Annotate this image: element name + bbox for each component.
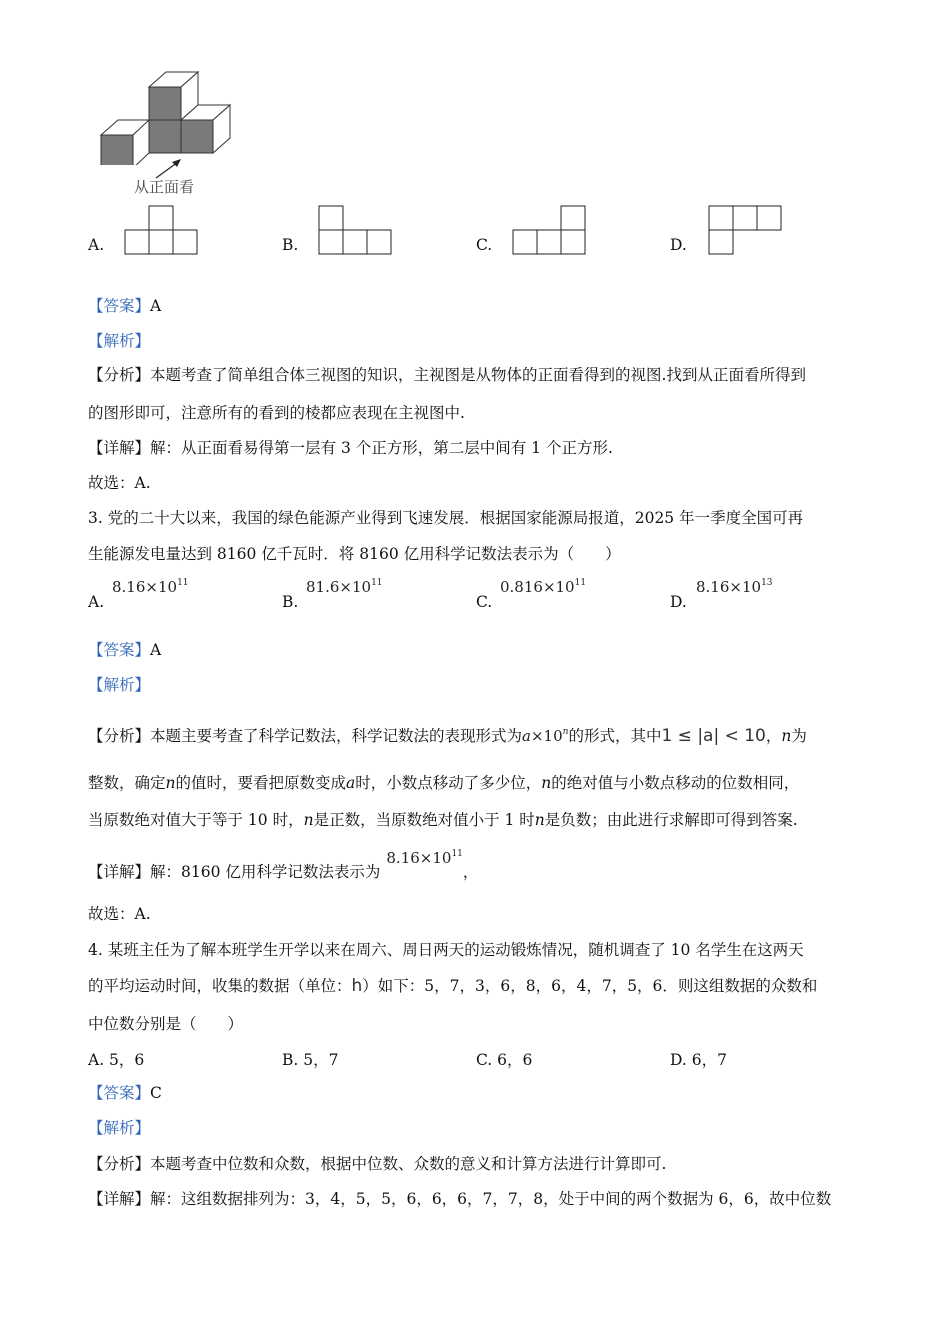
q4-option-b: B. 5，7	[282, 1051, 339, 1069]
q2-analysis-tag: 【解析】	[88, 332, 151, 350]
q3-choose: 故选：A.	[88, 905, 151, 923]
q4-answer: 【答案】C	[88, 1084, 162, 1102]
q3-fenxi-line-1: 【分析】本题主要考查了科学记数法，科学记数法的表现形式为$a\times 10^n$的形式，其中1 ≤ |a| < 10，n为	[88, 726, 807, 746]
fig-option-c-shape	[512, 205, 588, 255]
q4-option-a: A. 5，6	[88, 1051, 145, 1069]
answer-tag: 【答案】	[88, 297, 151, 315]
q3-option-a-value: $8.16\times 10^{11}$	[112, 578, 189, 596]
fig-option-c-label: C.	[476, 236, 493, 254]
q3-option-b-label: B.	[282, 593, 299, 611]
fig-option-a-label: A.	[88, 236, 105, 254]
q3-answer: 【答案】A	[88, 641, 162, 659]
cube-stack-figure	[95, 70, 245, 165]
q3-option-a-label: A.	[88, 593, 105, 611]
q3-option-b-value: $81.6\times 10^{11}$	[306, 578, 383, 596]
q4-detail: 【详解】解：这组数据排列为：3，4，5，5，6，6，6，7，7，8，处于中间的两个数据为 6，6，故中位数	[88, 1190, 832, 1208]
q3-fenxi-line-3: 当原数绝对值大于等于 10 时，n是正数，当原数绝对值小于 1 时n是负数；由此进行求解即可得到答案.	[88, 811, 798, 829]
q3-stem-line-2: 生能源发电量达到 8160 亿千瓦时．将 8160 亿用科学记数法表示为（ ）	[88, 545, 621, 563]
answer-value: A	[150, 297, 162, 315]
q3-option-c-label: C.	[476, 593, 493, 611]
q4-fenxi: 【分析】本题考查中位数和众数，根据中位数、众数的意义和计算方法进行计算即可.	[88, 1155, 667, 1173]
fig-option-d-label: D.	[670, 236, 687, 254]
q3-option-d-value: $8.16\times 10^{13}$	[696, 578, 773, 596]
q2-fenxi-line-1: 【分析】本题考查了简单组合体三视图的知识，主视图是从物体的正面看得到的视图.找到从正面看所得到	[88, 366, 806, 384]
q3-stem-line-1: 3. 党的二十大以来，我国的绿色能源产业得到飞速发展．根据国家能源局报道，2025 年一季度全国可再	[88, 509, 804, 527]
q4-stem-line-2: 的平均运动时间，收集的数据（单位：h）如下：5，7，3，6，8，6，4，7，5，6．则这组数据的众数和	[88, 976, 818, 996]
q3-range-formula: 1 ≤ |a| < 10	[661, 726, 766, 746]
q2-answer	[88, 296, 161, 316]
q4-stem-line-3: 中位数分别是（ ）	[88, 1015, 244, 1033]
q4-option-d: D. 6，7	[670, 1051, 727, 1069]
q3-detail: 【详解】解：8160 亿用科学记数法表示为$8.16\times 10^{11}$，	[88, 849, 479, 881]
figure-caption: 从正面看	[134, 178, 195, 196]
q4-analysis-tag: 【解析】	[88, 1119, 151, 1137]
q2-choose: 故选：A.	[88, 474, 151, 492]
q4-stem-line-1: 4. 某班主任为了解本班学生开学以来在周六、周日两天的运动锻炼情况，随机调查了 10 名学生在这两天	[88, 941, 804, 959]
fig-option-a-shape	[124, 205, 200, 255]
q3-fenxi-line-2: 整数，确定n的值时，要看把原数变成a时，小数点移动了多少位，n的绝对值与小数点移动的位数相同，	[88, 774, 800, 792]
q3-option-c-value: $0.816\times 10^{11}$	[500, 578, 587, 596]
q2-detail: 【详解】解：从正面看易得第一层有 3 个正方形，第二层中间有 1 个正方形.	[88, 439, 613, 457]
fig-option-b-label: B.	[282, 236, 299, 254]
q3-analysis-tag: 【解析】	[88, 676, 151, 694]
q4-option-c: C. 6，6	[476, 1051, 533, 1069]
fig-option-d-shape	[708, 205, 784, 255]
fig-option-b-shape	[318, 205, 394, 255]
q3-option-d-label: D.	[670, 593, 687, 611]
q2-fenxi-line-2: 的图形即可，注意所有的看到的棱都应表现在主视图中.	[88, 404, 465, 422]
